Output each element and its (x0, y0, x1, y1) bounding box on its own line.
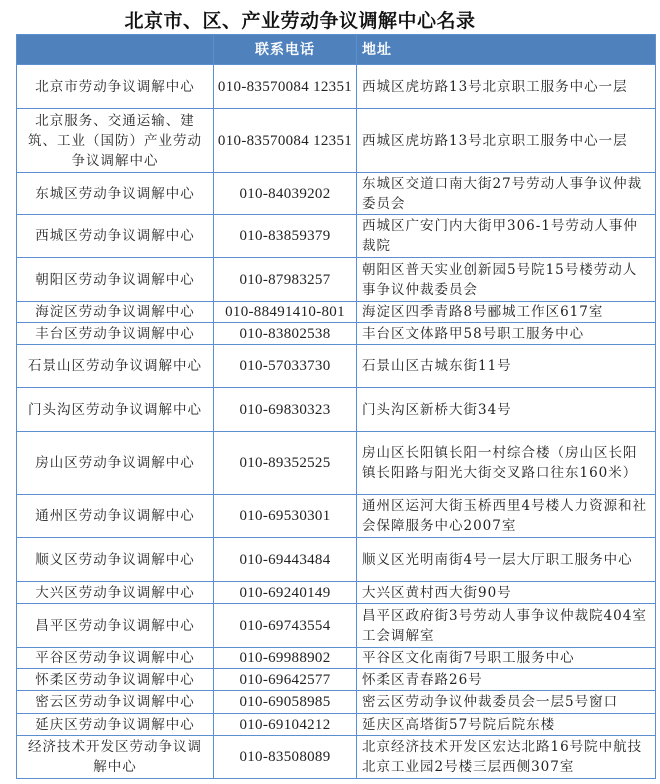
mediation-centers-table (16, 34, 656, 779)
center-address: 门头沟区新桥大街34号 (357, 388, 656, 432)
center-name: 门头沟区劳动争议调解中心 (17, 388, 214, 432)
center-address: 丰台区文体路甲58号职工服务中心 (357, 323, 656, 345)
center-name: 石景山区劳动争议调解中心 (17, 345, 214, 388)
center-address: 西城区虎坊路13号北京职工服务中心一层 (357, 109, 656, 173)
table-row (17, 648, 656, 669)
center-name: 顺义区劳动争议调解中心 (17, 538, 214, 582)
center-name: 北京服务、交通运输、建筑、工业（国防）产业劳动争议调解中心 (17, 109, 214, 173)
table-row (17, 65, 656, 109)
center-address: 西城区广安门内大街甲306-1号劳动人事仲裁院 (357, 215, 656, 258)
table-row (17, 736, 656, 779)
table-row (17, 691, 656, 714)
center-name: 延庆区劳动争议调解中心 (17, 714, 214, 736)
center-name: 房山区劳动争议调解中心 (17, 432, 214, 495)
table-row (17, 669, 656, 691)
center-phone: 010-57033730 (214, 345, 357, 388)
center-phone: 010-69642577 (214, 669, 357, 691)
center-phone: 010-83802538 (214, 323, 357, 345)
center-phone: 010-88491410-801 (214, 302, 357, 323)
center-name: 朝阳区劳动争议调解中心 (17, 258, 214, 302)
table-row (17, 432, 656, 495)
center-phone: 010-69743554 (214, 604, 357, 648)
table-row (17, 388, 656, 432)
center-address: 东城区交道口南大街27号劳动人事争议仲裁委员会 (357, 173, 656, 215)
header-address: 地址 (357, 35, 656, 65)
center-address: 北京经济技术开发区宏达北路16号院中航技北京工业园2号楼三层西侧307室 (357, 736, 656, 779)
center-name: 丰台区劳动争议调解中心 (17, 323, 214, 345)
center-phone: 010-69988902 (214, 648, 357, 669)
center-address: 石景山区古城东街11号 (357, 345, 656, 388)
center-name: 经济技术开发区劳动争议调解中心 (17, 736, 214, 779)
center-phone: 010-69104212 (214, 714, 357, 736)
table-row (17, 173, 656, 215)
table-row (17, 582, 656, 604)
center-address: 朝阳区普天实业创新园5号院15号楼劳动人事争议仲裁委员会 (357, 258, 656, 302)
center-phone: 010-87983257 (214, 258, 357, 302)
center-address: 平谷区文化南街7号职工服务中心 (357, 648, 656, 669)
header-phone: 联系电话 (214, 35, 357, 65)
table-row (17, 604, 656, 648)
center-phone: 010-89352525 (214, 432, 357, 495)
center-name: 北京市劳动争议调解中心 (17, 65, 214, 109)
center-name: 通州区劳动争议调解中心 (17, 495, 214, 538)
center-phone: 010-69240149 (214, 582, 357, 604)
center-name: 昌平区劳动争议调解中心 (17, 604, 214, 648)
header-name (17, 35, 214, 65)
center-phone: 010-69530301 (214, 495, 357, 538)
center-address: 通州区运河大街玉桥西里4号楼人力资源和社会保障服务中心2007室 (357, 495, 656, 538)
center-address: 海淀区四季青路8号郦城工作区617室 (357, 302, 656, 323)
center-address: 密云区劳动争议仲裁委员会一层5号窗口 (357, 691, 656, 714)
table-row (17, 538, 656, 582)
center-name: 怀柔区劳动争议调解中心 (17, 669, 214, 691)
table-header-row (17, 35, 656, 65)
center-phone: 010-69830323 (214, 388, 357, 432)
table-row (17, 302, 656, 323)
center-address: 大兴区黄村西大街90号 (357, 582, 656, 604)
center-address: 昌平区政府街3号劳动人事争议仲裁院404室工会调解室 (357, 604, 656, 648)
center-name: 东城区劳动争议调解中心 (17, 173, 214, 215)
center-name: 平谷区劳动争议调解中心 (17, 648, 214, 669)
center-phone: 010-83570084 12351 (214, 65, 357, 109)
center-phone: 010-84039202 (214, 173, 357, 215)
center-name: 西城区劳动争议调解中心 (17, 215, 214, 258)
page-title: 北京市、区、产业劳动争议调解中心名录 (124, 10, 476, 32)
table-row (17, 109, 656, 173)
center-address: 顺义区光明南街4号一层大厅职工服务中心 (357, 538, 656, 582)
table-row (17, 215, 656, 258)
center-phone: 010-83570084 12351 (214, 109, 357, 173)
table-row (17, 258, 656, 302)
center-name: 大兴区劳动争议调解中心 (17, 582, 214, 604)
center-phone: 010-69058985 (214, 691, 357, 714)
center-name: 海淀区劳动争议调解中心 (17, 302, 214, 323)
table-row (17, 714, 656, 736)
table-row (17, 345, 656, 388)
center-phone: 010-69443484 (214, 538, 357, 582)
center-name: 密云区劳动争议调解中心 (17, 691, 214, 714)
table-row (17, 495, 656, 538)
center-address: 西城区虎坊路13号北京职工服务中心一层 (357, 65, 656, 109)
table-row (17, 323, 656, 345)
center-address: 怀柔区青春路26号 (357, 669, 656, 691)
center-address: 延庆区高塔街57号院后院东楼 (357, 714, 656, 736)
center-phone: 010-83508089 (214, 736, 357, 779)
center-address: 房山区长阳镇长阳一村综合楼（房山区长阳镇长阳路与阳光大街交叉路口往东160米） (357, 432, 656, 495)
center-phone: 010-83859379 (214, 215, 357, 258)
